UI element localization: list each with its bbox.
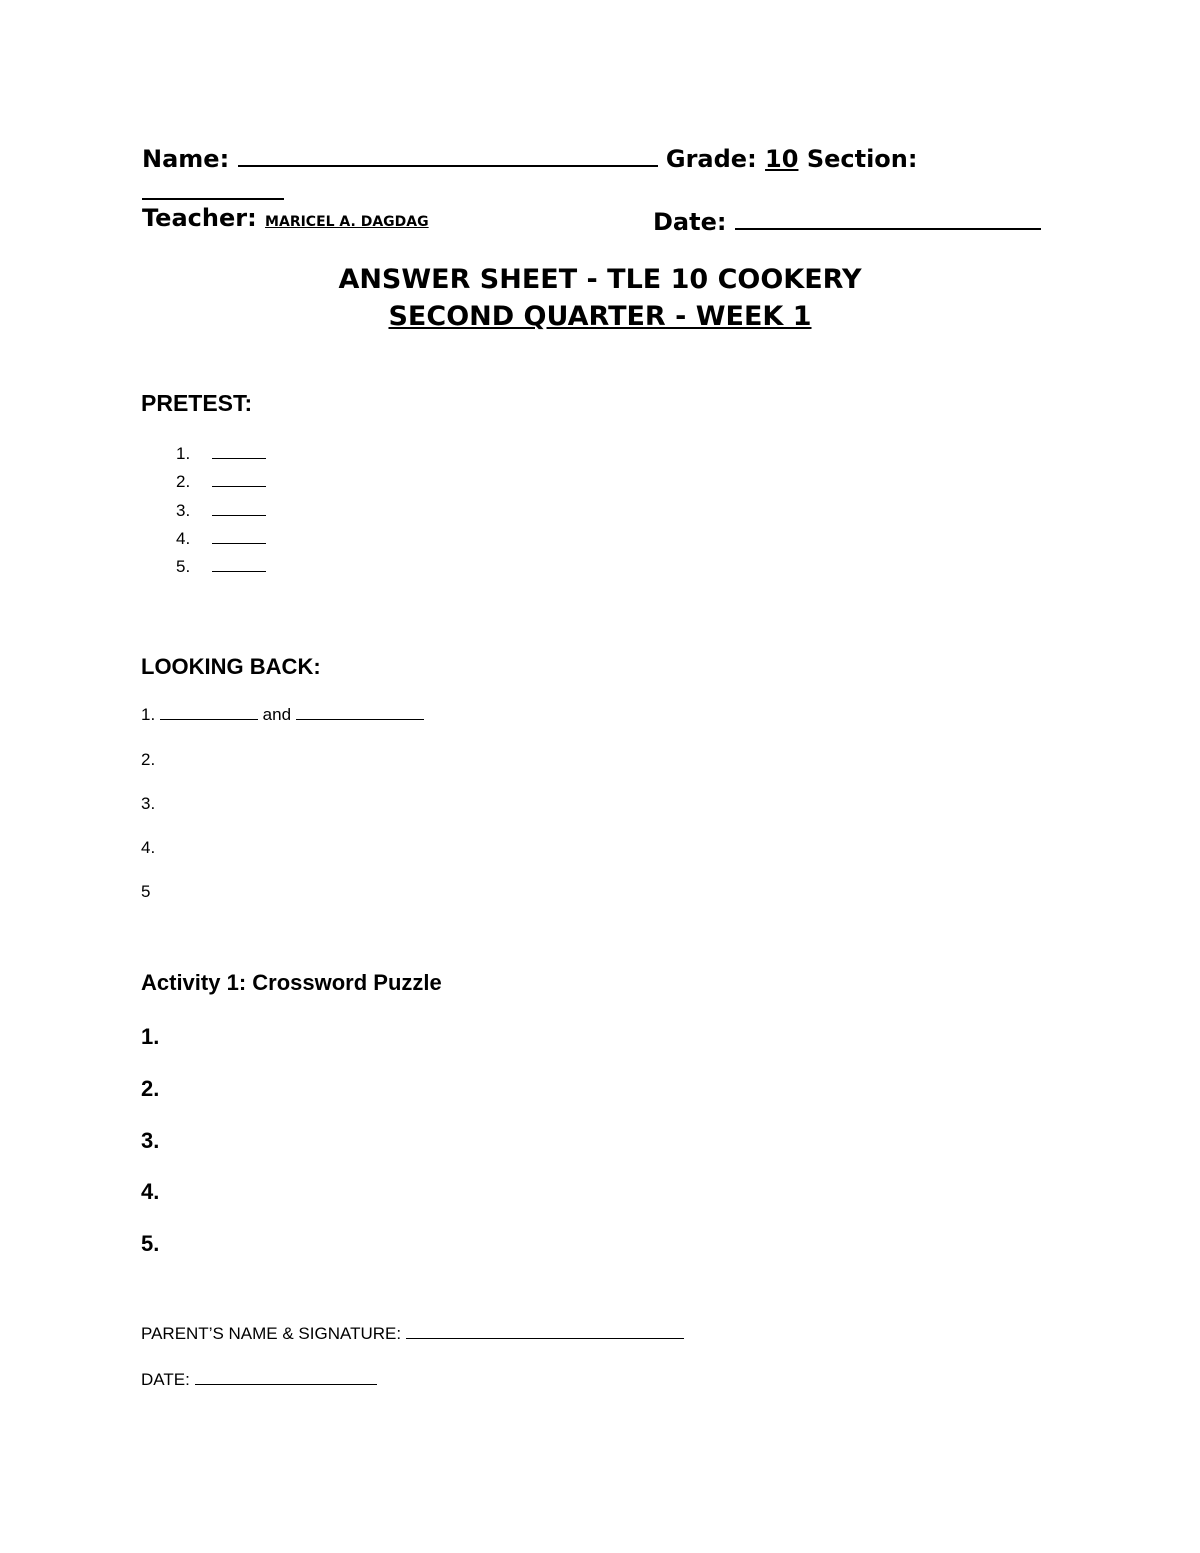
pretest-blank[interactable] — [212, 458, 266, 459]
grade-value: 10 — [765, 145, 799, 173]
name-field[interactable] — [238, 141, 658, 167]
looking-back-num: 2. — [141, 750, 156, 769]
looking-back-item-1 — [141, 705, 424, 725]
pretest-item — [176, 529, 266, 549]
looking-back-blank-b[interactable] — [296, 719, 424, 720]
pretest-item — [176, 501, 266, 521]
date-field[interactable] — [735, 204, 1041, 230]
pretest-blank[interactable] — [212, 515, 266, 516]
pretest-num: 1. — [176, 444, 191, 463]
looking-back-blank-a[interactable] — [160, 719, 258, 720]
section-field[interactable] — [142, 198, 284, 200]
pretest-num: 3. — [176, 501, 191, 520]
pretest-num: 5. — [176, 557, 191, 576]
activity1-num: 1. — [141, 1024, 160, 1049]
activity1-num: 3. — [141, 1128, 160, 1153]
parent-signature-row — [141, 1324, 684, 1344]
activity1-num: 5. — [141, 1231, 160, 1256]
name-row — [142, 141, 917, 173]
footer-date-field[interactable] — [195, 1384, 377, 1385]
pretest-blank[interactable] — [212, 486, 266, 487]
date-row — [653, 204, 1041, 236]
pretest-item — [176, 557, 266, 577]
grade-label: Grade: — [665, 145, 757, 173]
activity1-heading: Activity 1: Crossword Puzzle — [141, 970, 442, 995]
name-label: Name: — [142, 145, 230, 173]
pretest-blank[interactable] — [212, 543, 266, 544]
teacher-row — [142, 204, 429, 232]
looking-back-num: 1. — [141, 705, 156, 724]
teacher-name: MARICEL A. DAGDAG — [265, 214, 429, 230]
pretest-heading: PRETEST: — [141, 390, 253, 416]
pretest-item — [176, 444, 266, 464]
looking-back-heading: LOOKING BACK: — [141, 654, 321, 679]
pretest-num: 2. — [176, 472, 191, 491]
teacher-label: Teacher: — [142, 204, 257, 232]
activity1-num: 4. — [141, 1179, 160, 1204]
looking-back-num: 4. — [141, 838, 156, 857]
looking-back-and: and — [262, 705, 292, 724]
title-line1: ANSWER SHEET - TLE 10 COOKERY — [338, 264, 862, 295]
parent-signature-label: PARENT’S NAME & SIGNATURE: — [141, 1324, 402, 1343]
pretest-num: 4. — [176, 529, 191, 548]
title-line2: SECOND QUARTER - WEEK 1 — [388, 301, 812, 332]
activity1-num: 2. — [141, 1076, 160, 1101]
looking-back-num: 5 — [141, 882, 151, 901]
parent-signature-field[interactable] — [406, 1338, 684, 1339]
looking-back-num: 3. — [141, 794, 156, 813]
pretest-blank[interactable] — [212, 571, 266, 572]
pretest-item — [176, 472, 266, 492]
footer-date-label: DATE: — [141, 1370, 190, 1389]
section-label: Section: — [806, 145, 918, 173]
date-label: Date: — [653, 208, 727, 236]
footer-date-row — [141, 1370, 377, 1390]
